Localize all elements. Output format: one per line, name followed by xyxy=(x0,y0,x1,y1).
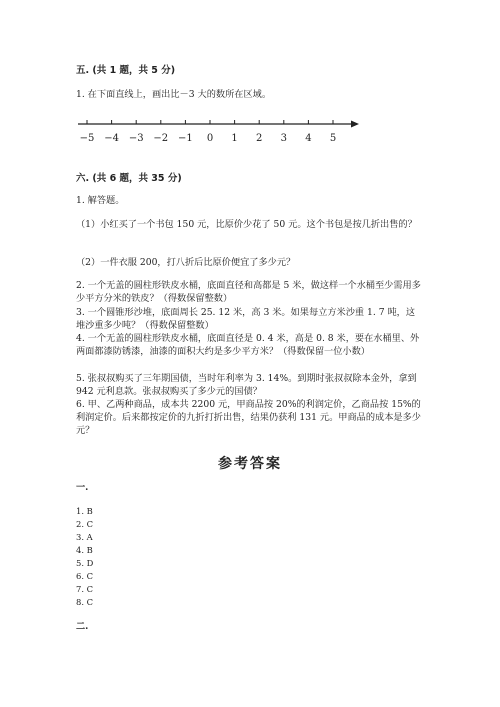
section-6-question-5: 5. 张叔叔购买了三年期国债，当时年利率为 3. 14%。到期时张叔叔除本金外，拿到 942 元利息款。张叔叔购买了多少元的国债？ xyxy=(76,373,417,397)
section-5-title: 五. (共 1 题，共 5 分) xyxy=(76,65,176,76)
section-6-part-2: （2）一件衣服 200，打八折后比原价便宜了多少元？ xyxy=(76,257,296,268)
number-line-label: 1 xyxy=(231,133,238,144)
answer-item: 8. C xyxy=(76,597,94,607)
answer-item: 3. A xyxy=(76,532,93,542)
number-line-label: −1 xyxy=(178,133,193,144)
section-6-question-4: 4. 一个无盖的圆柱形铁皮水桶，底面直径是 0. 4 米，高是 0. 8 米，要在水桶里、外两面都漆防锈漆，油漆的面积大约是多少平方米？（得数保留一位小数） xyxy=(76,333,420,357)
number-line-label: −3 xyxy=(128,133,144,144)
number-line xyxy=(70,112,370,148)
answer-item: 6. C xyxy=(76,571,94,581)
answer-item: 1. B xyxy=(76,506,93,516)
answer-key-title: 参考答案 xyxy=(218,456,282,472)
answers-part-1-label: 一. xyxy=(76,482,89,493)
answer-item: 2. C xyxy=(76,519,94,529)
answer-item: 7. C xyxy=(76,584,94,594)
section-6-title: 六. (共 6 题，共 35 分) xyxy=(76,173,182,184)
number-line-label: 2 xyxy=(256,133,263,144)
section-5-question-1: 1. 在下面直线上，画出比－3 大的数所在区域。 xyxy=(76,89,272,100)
number-line-label: −4 xyxy=(104,133,119,144)
section-6-question-6: 6. 甲、乙两种商品，成本共 2200 元，甲商品按 20%的利润定价，乙商品按 15%的利润定价。后来都按定价的九折打折出售，结果仍获利 131 元。甲商品的成本是多少元？ xyxy=(76,399,421,436)
number-line-label: −5 xyxy=(79,133,95,144)
answers-part-2-label: 二. xyxy=(76,621,89,632)
answer-item: 4. B xyxy=(76,545,93,555)
number-line-label: 5 xyxy=(329,133,337,144)
number-line-label: 4 xyxy=(305,133,312,144)
number-line-label: −2 xyxy=(153,133,169,144)
section-6-part-1: （1）小红买了一个书包 150 元，比原价少花了 50 元。这个书包是按几折出售的？ xyxy=(76,219,417,230)
number-line-label: 0 xyxy=(206,133,214,144)
arrow-head-icon xyxy=(351,121,359,128)
answer-item: 5. D xyxy=(76,558,94,568)
section-6-question-3: 3. 一个圆锥形沙堆，底面周长 25. 12 米，高 3 米。如果每立方米沙重 1. 7 吨，这堆沙重多少吨？（得数保留整数） xyxy=(76,307,416,331)
section-6-question-2: 2. 一个无盖的圆柱形铁皮水桶，底面直径和高都是 5 米，做这样一个水桶至少需用多少平方分米的铁皮？（得数保留整数） xyxy=(76,280,421,304)
number-line-label: 3 xyxy=(280,133,287,144)
section-6-intro: 1. 解答题。 xyxy=(76,195,125,206)
